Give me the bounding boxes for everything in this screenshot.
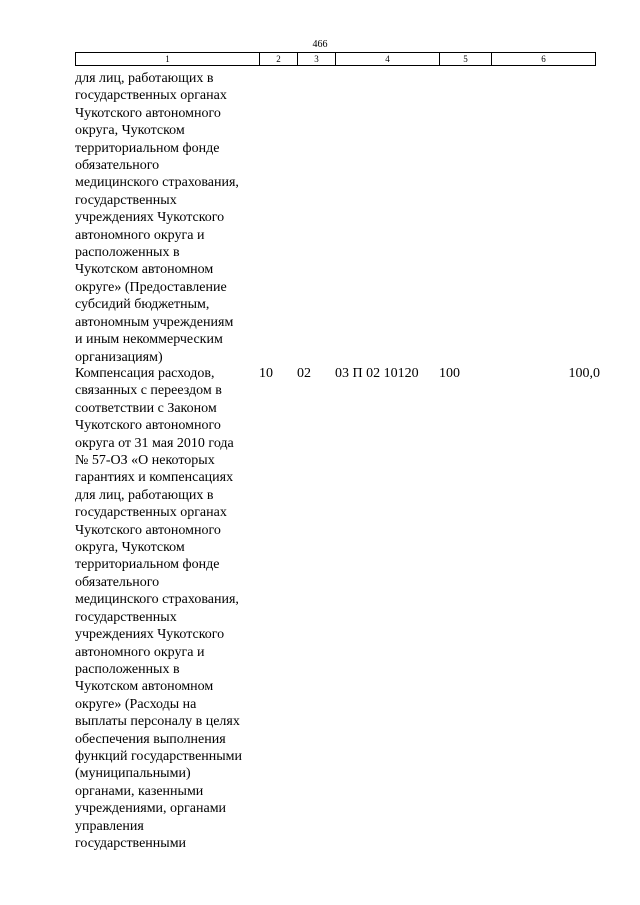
row-description: Компенсация расходов, связанных с переездом в соответствии с Законом Чукотского автономного округа от 31 мая 2010 года № 57-ОЗ «О некоторых гарантиях и компенсациях для лиц, работающих в государственных органах Чукотского автономного округа, Чукотском территориальном фонде обязательного медицинского страхования, государственных учреждениях Чукотского автономного округа и расположенных в Чукотском автономном округе» (Расходы на выплаты персоналу в целях обеспечения выполнения функций государственными (муниципальными) органами, казенными учреждениями, органами управления государственными [75, 366, 243, 851]
row-subsection-code: 02 [297, 366, 311, 381]
column-number-header [75, 52, 596, 66]
row-description: для лиц, работающих в государственных органах Чукотского автономного округа, Чукотском территориальном фонде обязательного медицинского страхования, государственных учреждениях Чукотского автономного округа и расположенных в Чукотском автономном округе» (Предоставление субсидий бюджетным, автономным учреждениям и иным некоммерческим организациям) [75, 71, 239, 365]
row-expense-type: 100 [439, 366, 460, 381]
page-number: 466 [312, 39, 328, 50]
row-amount: 100,0 [568, 366, 600, 381]
header-col-6: 6 [492, 53, 596, 66]
row-section-code: 10 [259, 366, 273, 381]
header-col-1: 1 [76, 53, 260, 66]
row-target-article: 03 П 02 10120 [335, 366, 419, 381]
header-col-5: 5 [440, 53, 492, 66]
header-col-3: 3 [298, 53, 336, 66]
header-row [76, 53, 596, 66]
header-col-2: 2 [260, 53, 298, 66]
header-col-4: 4 [336, 53, 440, 66]
